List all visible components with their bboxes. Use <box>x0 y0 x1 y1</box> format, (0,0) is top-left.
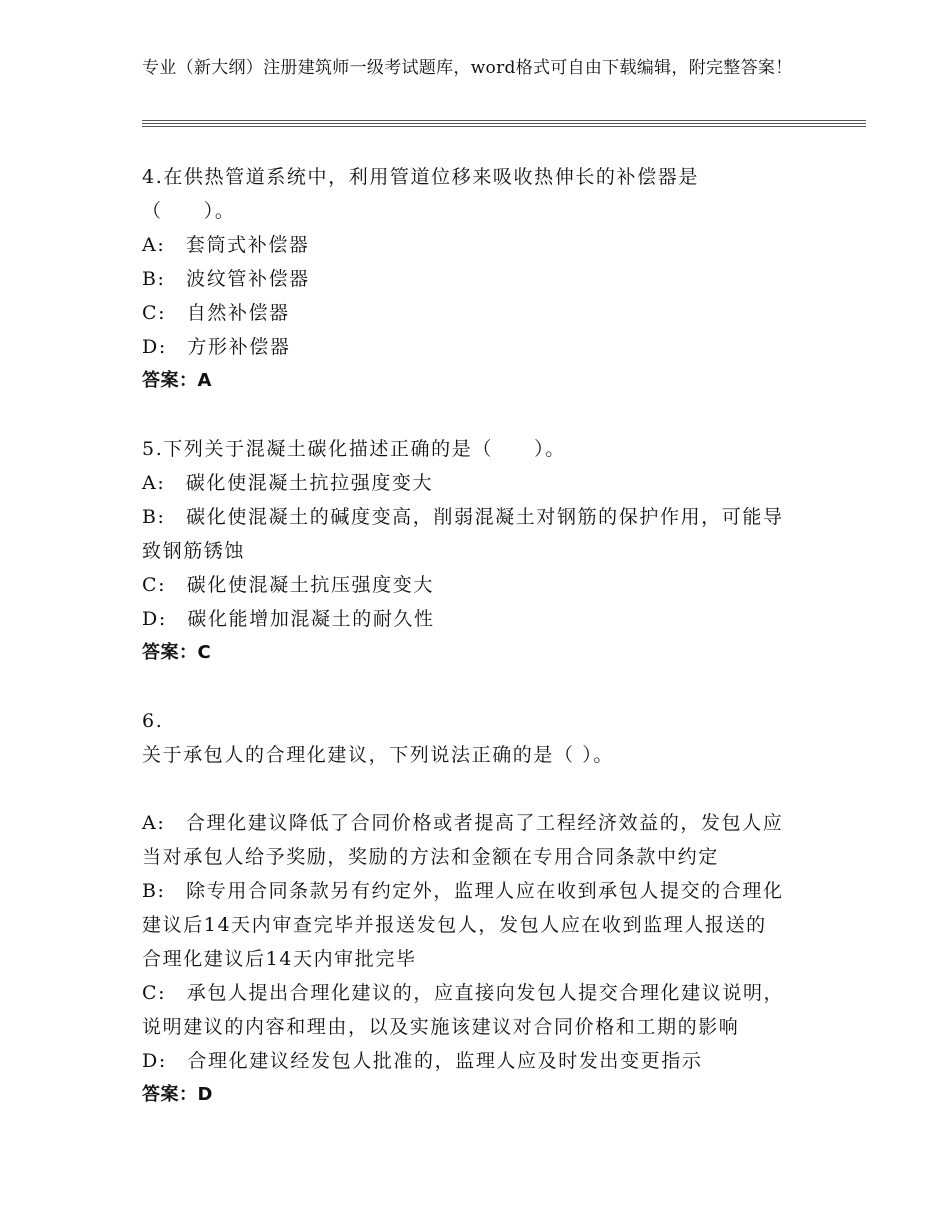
option-a: A: 合理化建议降低了合同价格或者提高了工程经济效益的，发包人应 <box>142 812 784 834</box>
question-stem: （ ）。 <box>142 200 236 222</box>
question-6 <box>142 704 842 1112</box>
option-a: A: 碳化使混凝土抗拉强度变大 <box>142 472 434 494</box>
spacer <box>142 772 842 806</box>
question-stem: 关于承包人的合理化建议，下列说法正确的是（ ）。 <box>142 744 614 766</box>
option-b-continued: 合理化建议后14天内审批完毕 <box>142 948 417 970</box>
header-rule-bottom <box>142 126 866 127</box>
header-rule-middle <box>142 123 866 124</box>
option-b: B: 除专用合同条款另有约定外，监理人应在收到承包人提交的合理化 <box>142 880 784 902</box>
option-a-continued: 当对承包人给予奖励，奖励的方法和金额在专用合同条款中约定 <box>142 846 719 868</box>
option-a: A: 套筒式补偿器 <box>142 234 310 256</box>
answer-label: 答案：D <box>142 1084 213 1105</box>
document-header <box>142 57 810 79</box>
option-c: C: 自然补偿器 <box>142 302 290 324</box>
option-b: B: 碳化使混凝土的碱度变高，削弱混凝土对钢筋的保护作用，可能导 <box>142 506 784 528</box>
option-d: D: 合理化建议经发包人批准的，监理人应及时发出变更指示 <box>142 1050 703 1072</box>
question-5 <box>142 432 842 670</box>
answer-label: 答案：C <box>142 642 212 663</box>
question-number: 6. <box>142 710 164 732</box>
question-list <box>142 160 842 1146</box>
option-c: C: 碳化使混凝土抗压强度变大 <box>142 574 434 596</box>
question-stem: 4.在供热管道系统中，利用管道位移来吸收热伸长的补偿器是 <box>142 166 699 188</box>
option-c: C: 承包人提出合理化建议的，应直接向发包人提交合理化建议说明， <box>142 982 785 1004</box>
header-text: 专业（新大纲）注册建筑师一级考试题库，word格式可自由下载编辑，附完整答案！ <box>142 58 793 78</box>
option-b-continued: 致钢筋锈蚀 <box>142 540 246 562</box>
option-b: B: 波纹管补偿器 <box>142 268 310 290</box>
header-rule-top <box>142 120 866 121</box>
option-d: D: 方形补偿器 <box>142 336 291 358</box>
option-d: D: 碳化能增加混凝土的耐久性 <box>142 608 435 630</box>
question-stem: 5.下列关于混凝土碳化描述正确的是（ ）。 <box>142 438 566 460</box>
option-b-continued: 建议后14天内审查完毕并报送发包人，发包人应在收到监理人报送的 <box>142 914 767 936</box>
question-4 <box>142 160 842 398</box>
option-c-continued: 说明建议的内容和理由，以及实施该建议对合同价格和工期的影响 <box>142 1016 740 1038</box>
answer-label: 答案：A <box>142 370 212 391</box>
